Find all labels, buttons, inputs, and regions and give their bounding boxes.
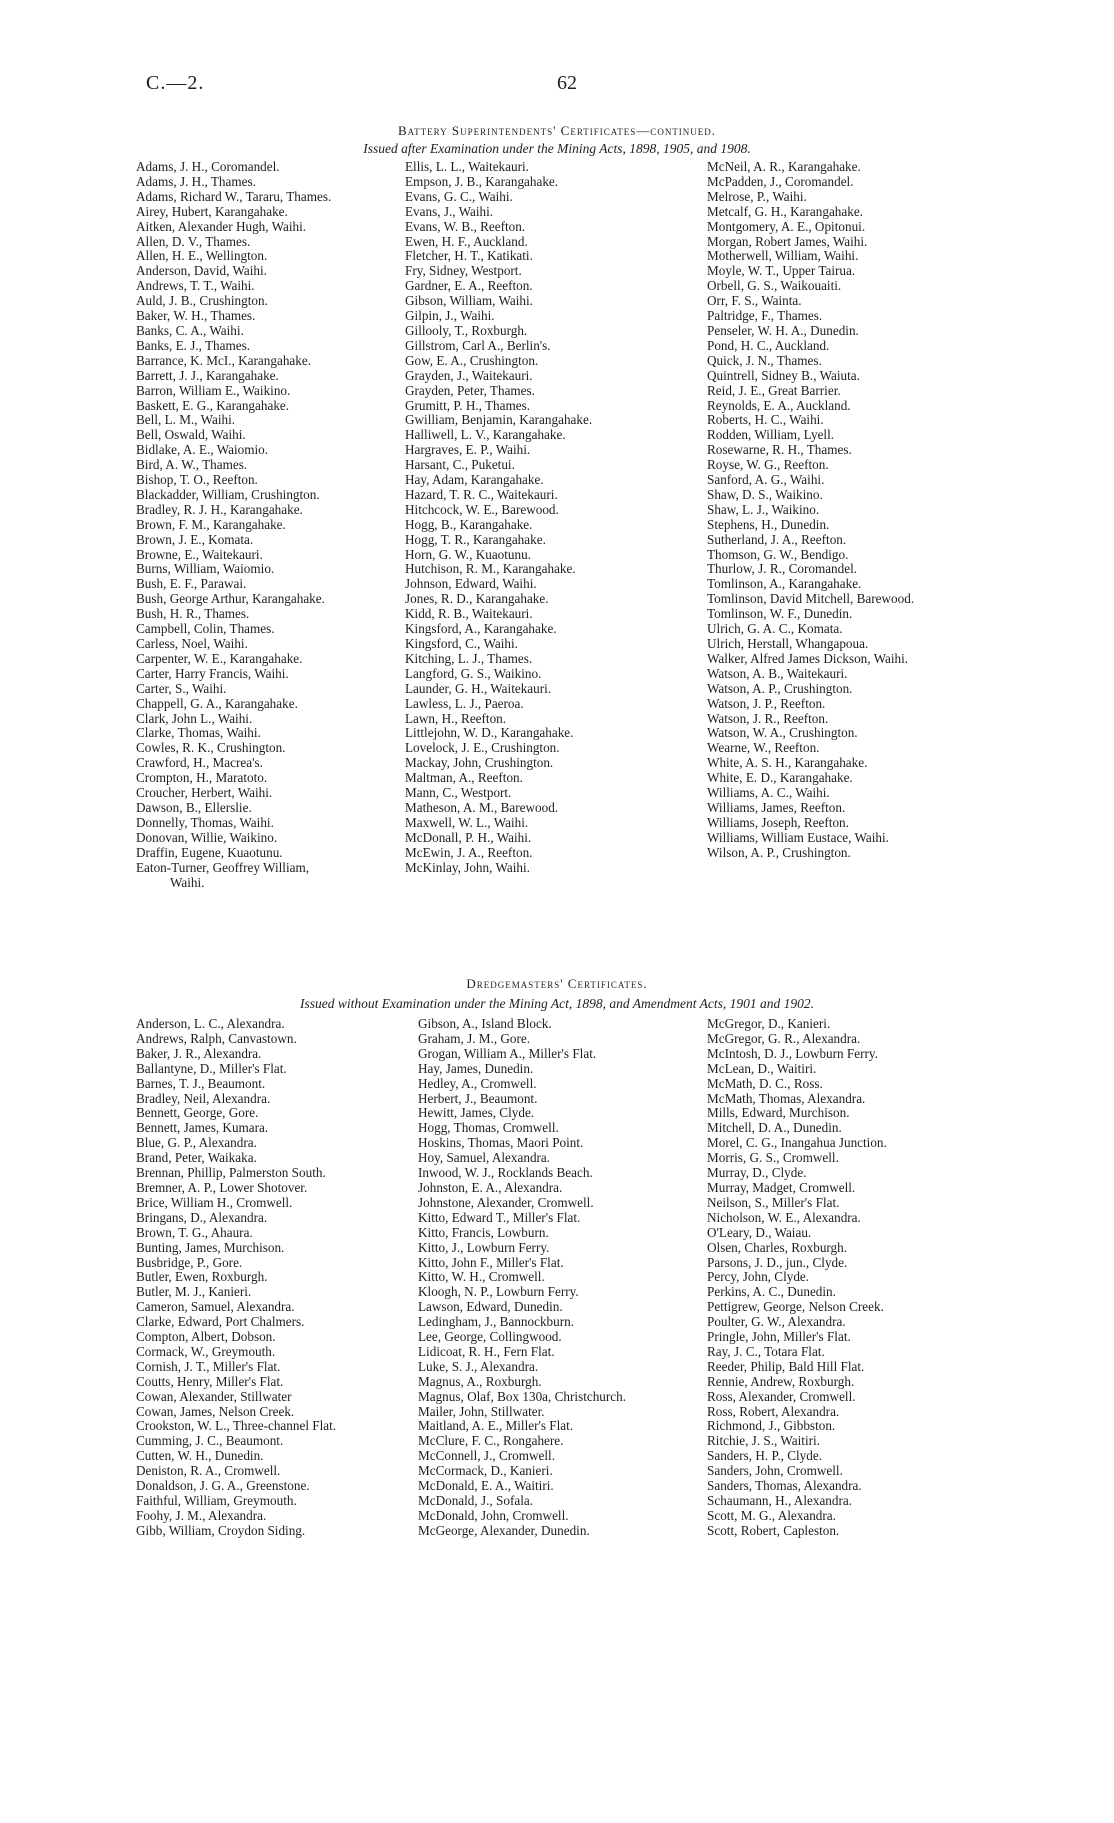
list-item: Blackadder, William, Crushington.: [136, 486, 320, 502]
list-item: Waihi.: [170, 874, 205, 890]
list-item: Allen, D. V., Thames.: [136, 233, 251, 249]
list-item: Cowan, James, Nelson Creek.: [136, 1403, 295, 1419]
list-item: Herbert, J., Beaumont.: [418, 1090, 538, 1106]
list-item: Ellis, L. L., Waitekauri.: [405, 159, 529, 174]
list-item: Bennett, George, Gore.: [136, 1105, 259, 1121]
list-item: Bush, George Arthur, Karangahake.: [136, 591, 325, 607]
list-item: Allen, H. E., Wellington.: [136, 248, 268, 264]
list-item: Croucher, Herbert, Waihi.: [136, 785, 273, 801]
list-item: McEwin, J. A., Reefton.: [405, 844, 533, 860]
section-title-dredgemasters: Dredgemasters' Certificates.: [466, 976, 648, 991]
list-item: Cornish, J. T., Miller's Flat.: [136, 1358, 281, 1374]
list-item: Moyle, W. T., Upper Tairua.: [707, 263, 856, 279]
list-item: Kitto, J., Lowburn Ferry.: [418, 1239, 550, 1255]
list-item: Maitland, A. E., Miller's Flat.: [418, 1418, 574, 1434]
list-item: Clarke, Thomas, Waihi.: [136, 725, 261, 741]
list-item: Rodden, William, Lyell.: [707, 427, 835, 443]
list-item: Carless, Noel, Waihi.: [136, 636, 248, 651]
list-item: Lawson, Edward, Dunedin.: [418, 1299, 563, 1315]
list-item: Ewen, H. F., Auckland.: [405, 233, 528, 249]
list-item: Murray, Madget, Cromwell.: [707, 1179, 856, 1195]
list-item: McClure, F. C., Rongahere.: [418, 1433, 564, 1449]
list-item: Kingsford, A., Karangahake.: [405, 621, 557, 637]
list-item: Paltridge, F., Thames.: [707, 308, 823, 324]
list-item: Evans, G. C., Waihi.: [405, 188, 513, 204]
list-item: Gibson, William, Waihi.: [405, 293, 533, 309]
list-item: Williams, James, Reefton.: [707, 799, 846, 815]
list-item: Kidd, R. B., Waitekauri.: [405, 606, 533, 622]
list-item: Hogg, Thomas, Cromwell.: [418, 1120, 559, 1136]
list-item: Bird, A. W., Thames.: [136, 457, 248, 473]
list-item: Banks, C. A., Waihi.: [136, 322, 244, 338]
list-item: Bell, L. M., Waihi.: [136, 412, 236, 428]
list-item: Horn, G. W., Kuaotunu.: [405, 546, 532, 562]
list-item: Scott, M. G., Alexandra.: [707, 1507, 836, 1523]
list-item: Cameron, Samuel, Alexandra.: [136, 1299, 295, 1315]
list-item: Harsant, C., Puketui.: [405, 457, 515, 473]
list-item: Reynolds, E. A., Auckland.: [707, 397, 851, 413]
list-item: Barron, William E., Waikino.: [136, 382, 291, 398]
list-item: Lawn, H., Reefton.: [405, 710, 507, 726]
list-item: Ballantyne, D., Miller's Flat.: [136, 1060, 287, 1076]
list-item: Lee, George, Collingwood.: [418, 1329, 562, 1345]
list-item: Thomson, G. W., Bendigo.: [707, 546, 849, 562]
list-item: McPadden, J., Coromandel.: [707, 173, 854, 189]
list-item: Penseler, W. H. A., Dunedin.: [707, 322, 859, 338]
list-item: Sanders, H. P., Clyde.: [707, 1448, 823, 1464]
section-subtitle-battery: Issued after Examination under the Mining Acts, 1898, 1905, and 1908.: [363, 141, 751, 156]
list-item: Rennie, Andrew, Roxburgh.: [707, 1373, 855, 1389]
list-item: Carter, Harry Francis, Waihi.: [136, 665, 289, 681]
list-item: Kloogh, N. P., Lowburn Ferry.: [418, 1284, 579, 1300]
list-item: Tomlinson, David Mitchell, Barewood.: [707, 591, 915, 607]
list-item: Melrose, P., Waihi.: [707, 188, 807, 204]
list-item: McDonall, P. H., Waihi.: [405, 829, 532, 845]
list-item: Maltman, A., Reefton.: [405, 770, 523, 786]
list-item: Sanders, John, Cromwell.: [707, 1463, 843, 1479]
list-item: Brown, F. M., Karangahake.: [136, 516, 286, 532]
list-item: Aitken, Alexander Hugh, Waihi.: [136, 218, 307, 234]
list-item: McGregor, D., Kanieri.: [707, 1016, 831, 1031]
list-item: McMath, D. C., Ross.: [707, 1075, 823, 1091]
list-item: Brown, J. E., Komata.: [136, 531, 254, 547]
list-item: Johnson, Edward, Waihi.: [405, 576, 537, 592]
list-item: Gillooly, T., Roxburgh.: [405, 322, 528, 338]
dredge-column-1: [136, 1017, 336, 1539]
list-item: Williams, A. C., Waihi.: [707, 785, 830, 801]
list-item: Draffin, Eugene, Kuaotunu.: [136, 844, 283, 860]
list-item: Cumming, J. C., Beaumont.: [136, 1433, 284, 1449]
list-item: Gillstrom, Carl A., Berlin's.: [405, 337, 551, 353]
list-item: Kingsford, C., Waihi.: [405, 636, 518, 651]
list-item: Bradley, Neil, Alexandra.: [136, 1090, 271, 1106]
list-item: Donaldson, J. G. A., Greenstone.: [136, 1478, 310, 1494]
list-item: Lawless, L. J., Paeroa.: [405, 695, 524, 711]
list-item: Pringle, John, Miller's Flat.: [707, 1329, 851, 1345]
list-item: Inwood, W. J., Rocklands Beach.: [418, 1165, 593, 1181]
list-item: Maxwell, W. L., Waihi.: [405, 814, 529, 830]
list-item: Littlejohn, W. D., Karangahake.: [405, 725, 574, 741]
list-item: Bennett, James, Kumara.: [136, 1120, 269, 1136]
list-item: Barrett, J. J., Karangahake.: [136, 367, 279, 383]
list-item: McCormack, D., Kanieri.: [418, 1463, 553, 1479]
list-item: Anderson, L. C., Alexandra.: [136, 1016, 285, 1031]
list-item: Ray, J. C., Totara Flat.: [707, 1343, 825, 1359]
list-item: McMath, Thomas, Alexandra.: [707, 1090, 866, 1106]
list-item: Brand, Peter, Waikaka.: [136, 1150, 257, 1166]
list-item: Brice, William H., Cromwell.: [136, 1194, 293, 1210]
list-item: McDonald, John, Cromwell.: [418, 1507, 569, 1523]
list-item: Ross, Robert, Alexandra.: [707, 1403, 840, 1419]
list-item: Williams, Joseph, Reefton.: [707, 814, 849, 830]
list-item: Watson, J. R., Reefton.: [707, 710, 829, 726]
list-item: Kitto, Francis, Lowburn.: [418, 1224, 549, 1240]
list-item: Adams, J. H., Thames.: [136, 173, 256, 189]
list-item: Wearne, W., Reefton.: [707, 740, 820, 756]
list-item: McDonald, E. A., Waitiri.: [418, 1478, 554, 1494]
list-item: Hoy, Samuel, Alexandra.: [418, 1150, 551, 1166]
list-item: Murray, D., Clyde.: [707, 1165, 807, 1181]
list-item: Perkins, A. C., Dunedin.: [707, 1284, 836, 1300]
list-item: Donnelly, Thomas, Waihi.: [136, 814, 274, 830]
list-item: Gilpin, J., Waihi.: [405, 308, 495, 324]
list-item: Empson, J. B., Karangahake.: [405, 173, 559, 189]
list-item: Baskett, E. G., Karangahake.: [136, 397, 290, 413]
list-item: Watson, A. B., Waitekauri.: [707, 665, 848, 681]
dredge-column-3: [707, 1017, 887, 1539]
list-item: Browne, E., Waitekauri.: [136, 546, 263, 562]
list-item: Hay, James, Dunedin.: [418, 1060, 534, 1076]
list-item: Hazard, T. R. C., Waitekauri.: [405, 486, 558, 502]
list-item: Evans, J., Waihi.: [405, 203, 494, 219]
list-item: Langford, G. S., Waikino.: [405, 665, 542, 681]
list-item: Busbridge, P., Gore.: [136, 1254, 243, 1270]
list-item: Kitto, W. H., Cromwell.: [418, 1269, 545, 1285]
list-item: Pond, H. C., Auckland.: [707, 337, 830, 353]
list-item: Neilson, S., Miller's Flat.: [707, 1194, 840, 1210]
list-item: Fletcher, H. T., Katikati.: [405, 248, 533, 264]
list-item: Morris, G. S., Cromwell.: [707, 1150, 839, 1166]
list-item: Halliwell, L. V., Karangahake.: [405, 427, 566, 443]
list-item: Shaw, D. S., Waikino.: [707, 486, 823, 502]
list-item: Mackay, John, Crushington.: [405, 755, 554, 771]
list-item: Pettigrew, George, Nelson Creek.: [707, 1299, 884, 1315]
list-item: Clark, John L., Waihi.: [136, 710, 253, 726]
list-item: Richmond, J., Gibbston.: [707, 1418, 836, 1434]
list-item: Stephens, H., Dunedin.: [707, 516, 830, 532]
list-item: Clarke, Edward, Port Chalmers.: [136, 1314, 305, 1330]
list-item: Blue, G. P., Alexandra.: [136, 1135, 257, 1151]
list-item: Gibson, A., Island Block.: [418, 1016, 552, 1031]
list-item: Poulter, G. W., Alexandra.: [707, 1314, 846, 1330]
list-item: Mitchell, D. A., Dunedin.: [707, 1120, 842, 1136]
list-item: Cormack, W., Greymouth.: [136, 1343, 276, 1359]
list-item: Gibb, William, Croydon Siding.: [136, 1522, 306, 1538]
list-item: O'Leary, D., Waiau.: [707, 1224, 812, 1240]
list-item: Ritchie, J. S., Waitiri.: [707, 1433, 820, 1449]
list-item: McIntosh, D. J., Lowburn Ferry.: [707, 1045, 878, 1061]
list-item: Burns, William, Waiomio.: [136, 561, 275, 577]
list-item: Bremner, A. P., Lower Shotover.: [136, 1179, 308, 1195]
list-item: Brown, T. G., Ahaura.: [136, 1224, 253, 1240]
list-item: Royse, W. G., Reefton.: [707, 457, 829, 473]
list-item: Deniston, R. A., Cromwell.: [136, 1463, 281, 1479]
page-number: 62: [557, 72, 577, 94]
list-item: Auld, J. B., Crushington.: [136, 293, 268, 309]
list-item: Baker, W. H., Thames.: [136, 308, 256, 324]
list-item: Johnstone, Alexander, Cromwell.: [418, 1194, 594, 1210]
list-item: Mann, C., Westport.: [405, 785, 512, 801]
list-item: Ulrich, G. A. C., Komata.: [707, 621, 843, 637]
list-item: Adams, J. H., Coromandel.: [136, 159, 280, 174]
list-item: Williams, William Eustace, Waihi.: [707, 829, 889, 845]
list-item: Quintrell, Sidney B., Waiuta.: [707, 367, 860, 383]
list-item: Hutchison, R. M., Karangahake.: [405, 561, 576, 577]
list-item: Olsen, Charles, Roxburgh.: [707, 1239, 848, 1255]
list-item: Montgomery, A. E., Opitonui.: [707, 218, 866, 234]
list-item: Bush, H. R., Thames.: [136, 606, 250, 622]
list-item: Motherwell, William, Waihi.: [707, 248, 859, 264]
list-item: Grogan, William A., Miller's Flat.: [418, 1045, 597, 1061]
list-item: Hay, Adam, Karangahake.: [405, 472, 544, 488]
list-item: Barnes, T. J., Beaumont.: [136, 1075, 266, 1091]
list-item: Bradley, R. J. H., Karangahake.: [136, 501, 303, 517]
list-item: Butler, M. J., Kanieri.: [136, 1284, 252, 1300]
list-item: Johnston, E. A., Alexandra.: [418, 1179, 563, 1195]
list-item: Kitto, John F., Miller's Flat.: [418, 1254, 564, 1270]
list-item: Donovan, Willie, Waikino.: [136, 829, 278, 845]
list-item: White, A. S. H., Karangahake.: [707, 755, 868, 771]
section-subtitle-dredgemasters: Issued without Examination under the Mining Act, 1898, and Amendment Acts, 1901 and 1902.: [299, 996, 815, 1011]
list-item: McGregor, G. R., Alexandra.: [707, 1030, 861, 1046]
list-item: Crookston, W. L., Three-channel Flat.: [136, 1418, 337, 1434]
list-item: Morel, C. G., Inangahua Junction.: [707, 1135, 887, 1151]
list-item: Parsons, J. D., jun., Clyde.: [707, 1254, 848, 1270]
list-item: Cowles, R. K., Crushington.: [136, 740, 286, 756]
list-item: Foohy, J. M., Alexandra.: [136, 1507, 267, 1523]
list-item: Dawson, B., Ellerslie.: [136, 799, 252, 815]
list-item: Baker, J. R., Alexandra.: [136, 1045, 262, 1061]
list-item: Lidicoat, R. H., Fern Flat.: [418, 1343, 555, 1359]
list-item: Faithful, William, Greymouth.: [136, 1493, 297, 1508]
list-item: Campbell, Colin, Thames.: [136, 621, 275, 637]
list-item: Cutten, W. H., Dunedin.: [136, 1448, 264, 1464]
list-item: Carpenter, W. E., Karangahake.: [136, 650, 303, 666]
list-item: Jones, R. D., Karangahake.: [405, 591, 549, 607]
list-item: Hogg, T. R., Karangahake.: [405, 531, 546, 547]
list-item: Percy, John, Clyde.: [707, 1269, 810, 1285]
list-item: Crompton, H., Maratoto.: [136, 770, 268, 786]
list-item: Reid, J. E., Great Barrier.: [707, 382, 841, 398]
list-item: Ledingham, J., Bannockburn.: [418, 1314, 575, 1330]
list-item: Andrews, T. T., Waihi.: [136, 278, 255, 294]
list-item: Crawford, H., Macrea's.: [136, 755, 263, 771]
dredge-column-2: [418, 1017, 626, 1539]
list-item: Grumitt, P. H., Thames.: [405, 397, 531, 413]
list-item: Quick, J. N., Thames.: [707, 352, 822, 368]
list-item: Coutts, Henry, Miller's Flat.: [136, 1373, 284, 1389]
list-item: McConnell, J., Cromwell.: [418, 1448, 555, 1464]
list-item: Lovelock, J. E., Crushington.: [405, 740, 560, 756]
list-item: Kitto, Edward T., Miller's Flat.: [418, 1209, 581, 1225]
list-item: Carter, S., Waihi.: [136, 680, 227, 696]
list-item: Gow, E. A., Crushington.: [405, 352, 539, 368]
list-item: Ulrich, Herstall, Whangapoua.: [707, 636, 869, 651]
list-item: Andrews, Ralph, Canvastown.: [136, 1030, 297, 1046]
list-item: Mills, Edward, Murchison.: [707, 1105, 850, 1121]
list-item: Grayden, J., Waitekauri.: [405, 367, 533, 383]
battery-column-1: [136, 160, 331, 890]
list-item: Orr, F. S., Wainta.: [707, 293, 802, 309]
list-item: Magnus, A., Roxburgh.: [418, 1373, 542, 1389]
list-item: Grayden, Peter, Thames.: [405, 382, 535, 398]
list-item: Metcalf, G. H., Karangahake.: [707, 203, 863, 219]
list-item: Roberts, H. C., Waihi.: [707, 412, 824, 428]
list-item: McKinlay, John, Waihi.: [405, 859, 530, 875]
list-item: Bush, E. F., Parawai.: [136, 576, 247, 592]
list-item: Walker, Alfred James Dickson, Waihi.: [707, 650, 909, 666]
list-item: Kitching, L. J., Thames.: [405, 650, 533, 666]
list-item: Bishop, T. O., Reefton.: [136, 472, 258, 488]
list-item: Nicholson, W. E., Alexandra.: [707, 1209, 861, 1225]
list-item: Hitchcock, W. E., Barewood.: [405, 501, 559, 517]
list-item: Orbell, G. S., Waikouaiti.: [707, 278, 842, 294]
section-title-battery: Battery Superintendents' Certificates—continued.: [397, 123, 717, 138]
list-item: McLean, D., Waitiri.: [707, 1060, 817, 1076]
list-item: Cowan, Alexander, Stillwater: [136, 1388, 292, 1404]
battery-column-2: [405, 160, 592, 876]
list-item: Bidlake, A. E., Waiomio.: [136, 442, 269, 458]
list-item: Watson, A. P., Crushington.: [707, 680, 853, 696]
list-item: Watson, J. P., Reefton.: [707, 695, 826, 711]
list-item: Evans, W. B., Reefton.: [405, 218, 526, 234]
list-item: Shaw, L. J., Waikino.: [707, 501, 820, 517]
battery-column-3: [707, 160, 914, 861]
list-item: Barrance, K. McI., Karangahake.: [136, 352, 312, 368]
list-item: Fry, Sidney, Westport.: [405, 263, 522, 279]
list-item: Hogg, B., Karangahake.: [405, 516, 533, 532]
list-item: Butler, Ewen, Roxburgh.: [136, 1269, 268, 1285]
list-item: Tomlinson, W. F., Dunedin.: [707, 606, 853, 622]
list-item: Magnus, Olaf, Box 130a, Christchurch.: [418, 1388, 627, 1404]
list-item: McNeil, A. R., Karangahake.: [707, 159, 861, 174]
list-item: Adams, Richard W., Tararu, Thames.: [136, 188, 332, 204]
page-header-left: C.—2.: [146, 72, 205, 94]
list-item: Schaumann, H., Alexandra.: [707, 1493, 853, 1508]
list-item: Banks, E. J., Thames.: [136, 337, 251, 353]
list-item: Morgan, Robert James, Waihi.: [707, 233, 868, 249]
list-item: Gwilliam, Benjamin, Karangahake.: [405, 412, 593, 428]
list-item: Thurlow, J. R., Coromandel.: [707, 561, 858, 577]
list-item: Ross, Alexander, Cromwell.: [707, 1388, 856, 1404]
list-item: Bunting, James, Murchison.: [136, 1239, 285, 1255]
list-item: Matheson, A. M., Barewood.: [405, 799, 559, 815]
list-item: Brennan, Phillip, Palmerston South.: [136, 1165, 326, 1181]
list-item: White, E. D., Karangahake.: [707, 770, 853, 786]
list-item: McDonald, J., Sofala.: [418, 1493, 534, 1508]
list-item: Hargraves, E. P., Waihi.: [405, 442, 531, 458]
list-item: Hedley, A., Cromwell.: [418, 1075, 537, 1091]
list-item: McGeorge, Alexander, Dunedin.: [418, 1522, 590, 1538]
list-item: Sanders, Thomas, Alexandra.: [707, 1478, 862, 1494]
list-item: Rosewarne, R. H., Thames.: [707, 442, 852, 458]
list-item: Anderson, David, Waihi.: [136, 263, 267, 279]
list-item: Reeder, Philip, Bald Hill Flat.: [707, 1358, 865, 1374]
list-item: Watson, W. A., Crushington.: [707, 725, 858, 741]
list-item: Eaton-Turner, Geoffrey William,: [136, 859, 310, 875]
list-item: Launder, G. H., Waitekauri.: [405, 680, 552, 696]
list-item: Scott, Robert, Capleston.: [707, 1522, 840, 1538]
list-item: Bringans, D., Alexandra.: [136, 1209, 268, 1225]
list-item: Luke, S. J., Alexandra.: [418, 1358, 539, 1374]
list-item: Bell, Oswald, Waihi.: [136, 427, 246, 443]
list-item: Gardner, E. A., Reefton.: [405, 278, 533, 294]
list-item: Mailer, John, Stillwater.: [418, 1403, 545, 1419]
list-item: Wilson, A. P., Crushington.: [707, 844, 851, 860]
list-item: Hoskins, Thomas, Maori Point.: [418, 1135, 584, 1151]
list-item: Sanford, A. G., Waihi.: [707, 472, 825, 488]
list-item: Tomlinson, A., Karangahake.: [707, 576, 862, 592]
list-item: Chappell, G. A., Karangahake.: [136, 695, 298, 711]
list-item: Hewitt, James, Clyde.: [418, 1105, 535, 1121]
list-item: Compton, Albert, Dobson.: [136, 1329, 276, 1345]
list-item: Sutherland, J. A., Reefton.: [707, 531, 847, 547]
list-item: Graham, J. M., Gore.: [418, 1030, 531, 1046]
list-item: Airey, Hubert, Karangahake.: [136, 203, 288, 219]
